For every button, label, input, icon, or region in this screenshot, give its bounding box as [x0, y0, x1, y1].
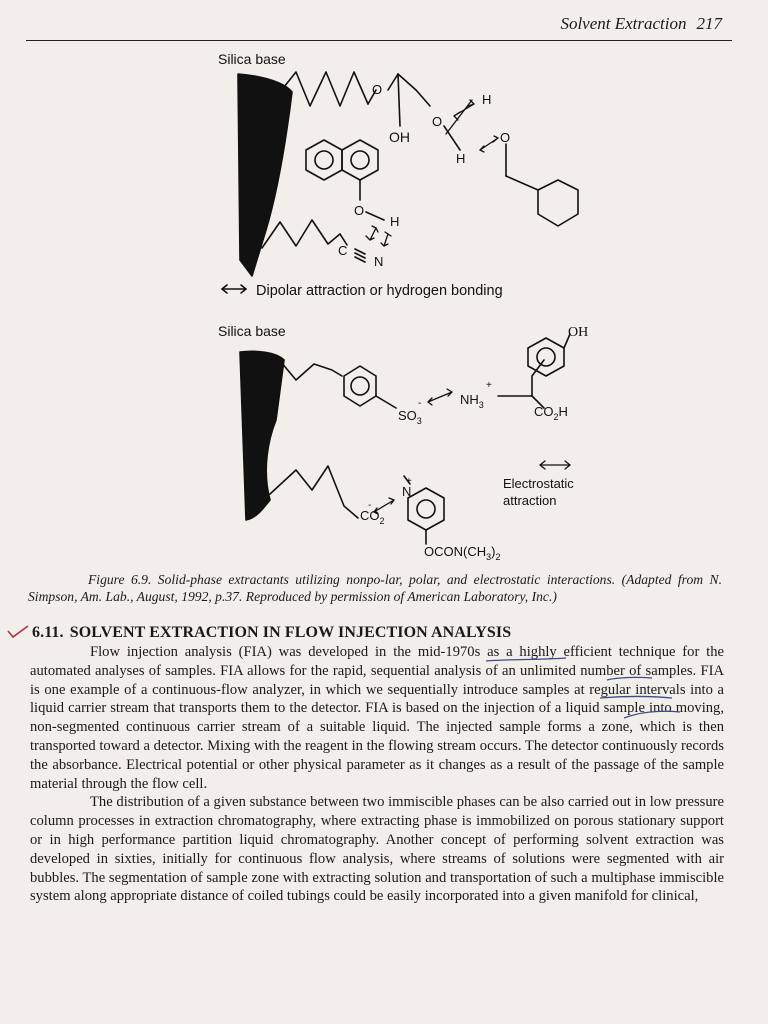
silica-base-label-1: Silica base [218, 51, 286, 67]
section-number: 6.11. [32, 624, 64, 641]
oh-label-1: OH [389, 129, 410, 145]
carboxyl-label: $CO_2H$ [534, 404, 568, 422]
paragraph-fia: Flow injection analysis (FIA) was developed in the mid-1970s as a highly efficient technique for the automated analyses of samples. FIA allows for the rapid, sequential analysis of an unlimited number of samples. FIA is one example of a continuous-flow analyzer, in which we sequentially introduce samples at regular intervals into a liquid carrier stream that transports them to the detector. FIA is based on the injection of a liquid sample into moving, non-segmented continuous carrier stream of a suitable liquid. The injected sample forms a zone, which is then transported toward a detector. Mixing with the reagent in the flowing stream occurs. The detector continuously records the absorbance. Electrical potential or other physical parameter as it changes as a result of the passage of the sample material through the flow cell. [30, 644, 724, 792]
dipolar-legend-text: Dipolar attraction or hydrogen bonding [256, 283, 503, 299]
h-label-2: H [456, 151, 466, 166]
nitrile-n: N [374, 254, 384, 269]
hydroxyl-o: O [432, 114, 443, 129]
electrostatic-label-2: attraction [503, 493, 557, 508]
ammonium-label: $NH_3$ [460, 392, 484, 410]
carboxylate-label: $CO_2$ [360, 508, 385, 526]
silica-base-label-2: Silica base [218, 323, 286, 339]
carbamate-label: $OCON(CH_3)_2$ [424, 544, 501, 562]
ammonium-plus: + [486, 380, 492, 391]
running-title: Solvent Extraction [560, 14, 687, 33]
nitrile-c: C [338, 243, 348, 258]
sulfonate-minus: - [418, 398, 422, 409]
paragraph-distribution: The distribution of a given substance between two immiscible phases can be also carried out in low pressure column processes in extraction chromatography, where extracting phase is immobilized on porous stationary support or in high performance partition liquid chromatography. Another concept of performing solvent extraction was developed in sixties, initially for continuous flow analysis, where streams of solutions were segmented with air bubbles. The segmentation of sample zone with extracting solution and transportation of such a multiphase immiscible system along appropriate distance of coiled tubings could be easily incorporated into a given manifold for clinical, [30, 794, 724, 905]
pyridinium-plus: + [406, 476, 412, 487]
h-label-3: H [390, 214, 400, 229]
page-number: 217 [696, 14, 722, 33]
section-title: SOLVENT EXTRACTION IN FLOW INJECTION ANALYSIS [69, 624, 512, 641]
sulfonate-label: $SO_3$ [398, 408, 422, 426]
carboxylate-minus: - [368, 500, 372, 511]
h-label-1: H [482, 92, 492, 107]
naphthol-o: O [354, 203, 365, 218]
oh-label-2: OH [568, 325, 589, 340]
figure-caption: Figure 6.9. Solid-phase extractants utilizing nonpo-lar, polar, and electrostatic interactions. (Adapted from N. Simpson, Am. Lab., August, 1992, p.37. Reproduced by permission of American Laboratory, Inc.) [28, 572, 722, 604]
ether-o: O [372, 82, 383, 97]
o-label-2: O [500, 130, 511, 145]
electrostatic-label-1: Electrostatic [503, 476, 574, 491]
pyridinium-n: N [402, 484, 412, 499]
